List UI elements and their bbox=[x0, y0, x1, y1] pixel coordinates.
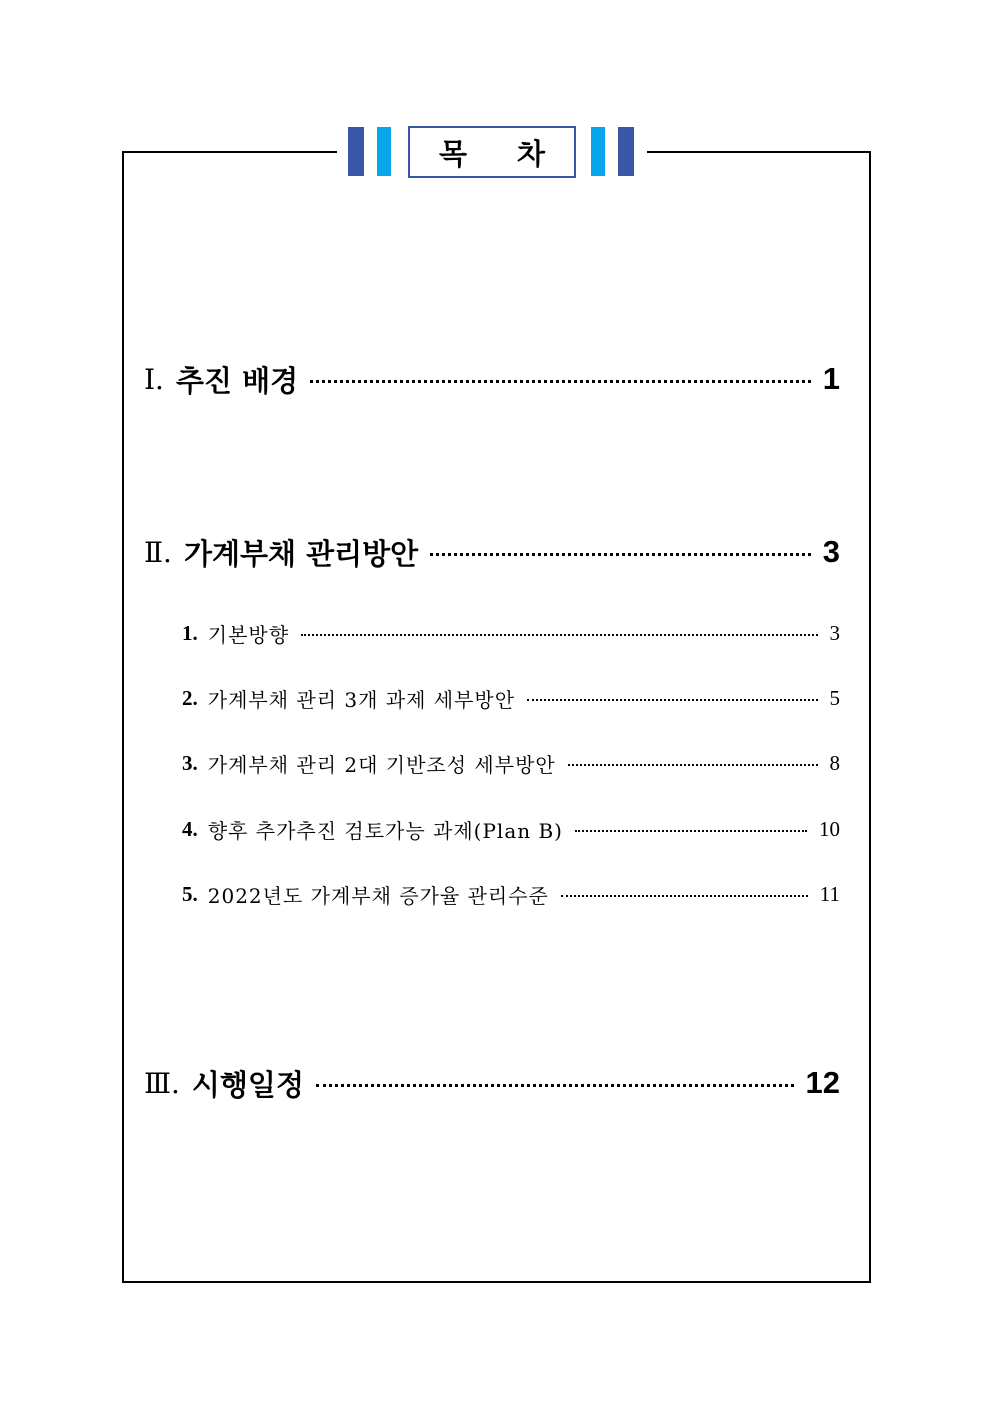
item-title: 2022년도 가계부채 증가율 관리수준 bbox=[207, 883, 549, 908]
item-number: 4. bbox=[182, 816, 198, 841]
section-number: Ⅲ. bbox=[144, 1066, 180, 1100]
item-title: 가계부채 관리 3개 과제 세부방안 bbox=[207, 687, 516, 712]
dot-leader bbox=[316, 1084, 794, 1087]
toc-title-box bbox=[408, 126, 576, 178]
section-title: 시행일정 bbox=[191, 1067, 304, 1102]
dot-leader bbox=[561, 895, 808, 897]
toc-item-2-3[interactable] bbox=[182, 748, 840, 778]
section-title: 추진 배경 bbox=[175, 363, 299, 398]
toc-item-2-5[interactable] bbox=[182, 879, 840, 909]
item-title: 향후 추가추진 검토가능 과제(Plan B) bbox=[207, 818, 563, 843]
section-number: Ⅰ. bbox=[144, 362, 164, 396]
title-bar-left-light bbox=[377, 127, 391, 176]
section-title: 가계부채 관리방안 bbox=[183, 536, 419, 571]
toc-title: 목 차 bbox=[438, 136, 566, 171]
item-page: 3 bbox=[829, 620, 840, 645]
item-page: 5 bbox=[829, 685, 840, 710]
item-number: 5. bbox=[182, 881, 198, 906]
item-page: 11 bbox=[819, 881, 840, 906]
item-title: 가계부채 관리 2대 기반조성 세부방안 bbox=[207, 752, 556, 777]
toc-section-3[interactable] bbox=[144, 1063, 840, 1103]
title-bar-right-dark bbox=[618, 127, 634, 176]
toc-item-2-4[interactable] bbox=[182, 814, 840, 844]
toc-frame bbox=[122, 151, 871, 1283]
dot-leader bbox=[527, 699, 817, 701]
dot-leader bbox=[568, 764, 818, 766]
item-page: 8 bbox=[829, 750, 840, 775]
item-number: 3. bbox=[182, 750, 198, 775]
toc-section-2[interactable] bbox=[144, 532, 840, 572]
section-page: 1 bbox=[822, 361, 840, 396]
item-number: 2. bbox=[182, 685, 198, 710]
section-page: 12 bbox=[805, 1065, 840, 1100]
item-page: 10 bbox=[819, 816, 840, 841]
toc-item-2-1[interactable] bbox=[182, 618, 840, 648]
dot-leader bbox=[575, 830, 807, 832]
dot-leader bbox=[310, 380, 811, 383]
toc-item-2-2[interactable] bbox=[182, 683, 840, 713]
dot-leader bbox=[430, 553, 811, 556]
title-bar-left-dark bbox=[348, 127, 364, 176]
item-number: 1. bbox=[182, 620, 198, 645]
toc-section-1[interactable] bbox=[144, 359, 840, 399]
dot-leader bbox=[301, 634, 817, 636]
section-page: 3 bbox=[822, 534, 840, 569]
item-title: 기본방향 bbox=[207, 622, 290, 647]
title-bar-right-light bbox=[591, 127, 605, 176]
section-number: Ⅱ. bbox=[144, 535, 172, 569]
